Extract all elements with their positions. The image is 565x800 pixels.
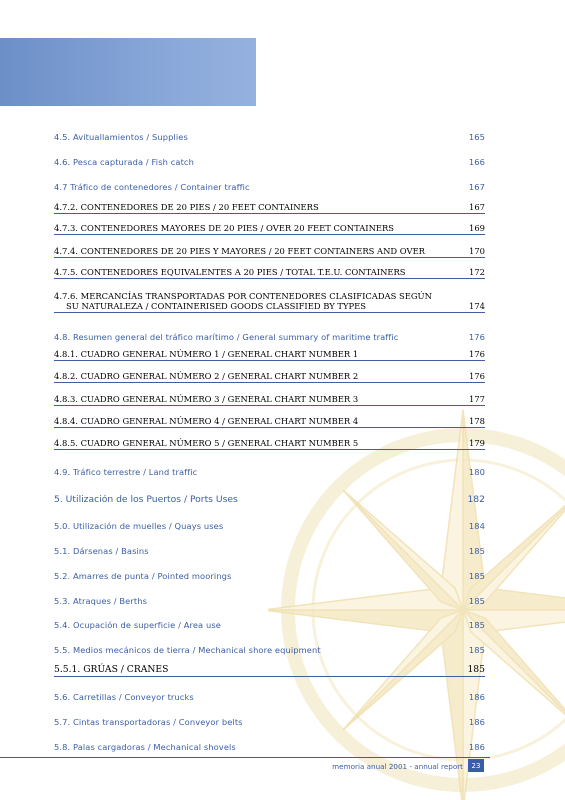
toc-entry-label: 4.8.2. CUADRO GENERAL NÚMERO 2 / GENERAL CHART NUMBER 2 [54,371,359,381]
toc-entry-page: 167 [469,202,485,212]
toc-entry-page: 185 [468,645,485,655]
toc-entry-label: 4.9. Tráfico terrestre / Land traffic [54,467,198,477]
toc-entry[interactable] [54,571,485,581]
toc-entry-label-line2: SU NATURALEZA / CONTAINERISED GOODS CLASSIFIED BY TYPES [66,301,367,311]
toc-entry-label: 5.6. Carretillas / Conveyor trucks [54,692,194,702]
toc-entry[interactable] [54,182,485,192]
toc-entry[interactable] [54,371,485,383]
page-number-badge: 23 [468,759,484,772]
toc-entry-page: 184 [468,521,485,531]
toc-entry[interactable] [54,546,485,556]
toc-entry[interactable] [54,394,485,406]
toc-entry-label: 4.7.5. CONTENEDORES EQUIVALENTES A 20 PIES / TOTAL T.E.U. CONTAINERS [54,267,406,277]
toc-entry[interactable] [54,467,485,477]
toc-entry-label: 4.7 Tráfico de contenedores / Container traffic [54,182,250,192]
toc-entry[interactable] [54,349,485,361]
toc-entry[interactable] [54,332,485,342]
toc-entry-page: 185 [468,596,485,606]
toc-entry[interactable] [54,246,485,258]
toc-entry-page: 178 [469,416,485,426]
toc-entry[interactable] [54,620,485,630]
toc-entry-label: 5.0. Utilización de muelles / Quays uses [54,521,224,531]
toc-entry-label: 5.1. Dársenas / Basins [54,546,149,556]
toc-entry[interactable] [54,132,485,142]
toc-entry-label: 4.5. Avituallamientos / Supplies [54,132,188,142]
toc-entry-page: 174 [469,301,485,311]
toc-entry-label: 5.5. Medios mecánicos de tierra / Mechanical shore equipment [54,645,321,655]
toc-entry-label: 4.7.2. CONTENEDORES DE 20 PIES / 20 FEET CONTAINERS [54,202,319,212]
toc-entry-page: 182 [467,494,485,505]
toc-entry-page: 170 [469,246,485,256]
toc-entry-page: 166 [468,157,485,167]
toc-entry-page: 165 [468,132,485,142]
toc-entry-page: 186 [468,742,485,752]
toc-entry-label: 4.8.5. CUADRO GENERAL NÚMERO 5 / GENERAL CHART NUMBER 5 [54,438,359,448]
toc-entry[interactable] [54,645,485,655]
toc-entry[interactable] [54,521,485,531]
toc-entry[interactable] [54,223,485,235]
toc-entry[interactable] [54,438,485,450]
toc-entry[interactable] [54,742,485,752]
toc-entry-label: 4.8. Resumen general del tráfico marítimo / General summary of maritime traffic [54,332,399,342]
toc-entry-page: 167 [468,182,485,192]
toc-entry-page: 172 [469,267,485,277]
toc-entry-page: 185 [468,546,485,556]
toc-entry[interactable] [54,157,485,167]
toc-entry-page: 169 [469,223,485,233]
toc-entry[interactable] [54,596,485,606]
toc-entry-label: 4.7.3. CONTENEDORES MAYORES DE 20 PIES / OVER 20 FEET CONTAINERS [54,223,395,233]
toc-entry-page: 176 [469,371,485,381]
toc-entry[interactable] [54,291,485,313]
toc-section-entry[interactable] [54,494,485,505]
toc-entry-page: 180 [468,467,485,477]
toc-entry-label: 4.8.4. CUADRO GENERAL NÚMERO 4 / GENERAL CHART NUMBER 4 [54,416,359,426]
toc-entry[interactable] [54,664,485,677]
toc-entry-label: 4.7.4. CONTENEDORES DE 20 PIES Y MAYORES / 20 FEET CONTAINERS AND OVER [54,246,425,256]
toc-entry-label: 5.8. Palas cargadoras / Mechanical shovels [54,742,236,752]
toc-entry[interactable] [54,202,485,214]
toc-entry[interactable] [54,267,485,279]
toc-entry-page: 186 [468,692,485,702]
toc-entry-page: 177 [469,394,485,404]
toc-entry-label: 5.2. Amarres de punta / Pointed moorings [54,571,232,581]
toc-entry-label: 5.4. Ocupación de superficie / Area use [54,620,221,630]
toc-entry-label-line1: 4.7.6. MERCANCÍAS TRANSPORTADAS POR CONTENEDORES CLASIFICADAS SEGÚN [54,291,432,301]
toc-entry-label: 4.8.3. CUADRO GENERAL NÚMERO 3 / GENERAL CHART NUMBER 3 [54,394,359,404]
toc-entry-page: 179 [469,438,485,448]
toc-entry-page: 185 [468,620,485,630]
footer-rule [0,757,490,758]
toc-entry[interactable] [54,692,485,702]
toc-entry-label: 4.6. Pesca capturada / Fish catch [54,157,194,167]
toc-entry-page: 176 [469,349,485,359]
toc-entry[interactable] [54,416,485,428]
toc-entry-label: 5.7. Cintas transportadoras / Conveyor belts [54,717,243,727]
toc-entry-page: 185 [468,571,485,581]
footer-report-title: memoria anual 2001 - annual report [332,762,463,771]
toc-entry-page: 186 [468,717,485,727]
toc-entry-page: 176 [468,332,485,342]
toc-entry-label: 5. Utilización de los Puertos / Ports Uses [54,494,238,505]
toc-entry-label: 4.8.1. CUADRO GENERAL NÚMERO 1 / GENERAL CHART NUMBER 1 [54,349,359,359]
toc-entry-label: 5.3. Atraques / Berths [54,596,148,606]
toc-entry-page: 185 [467,664,485,675]
toc-entry[interactable] [54,717,485,727]
toc-entry-label: 5.5.1. GRÚAS / CRANES [54,664,169,675]
